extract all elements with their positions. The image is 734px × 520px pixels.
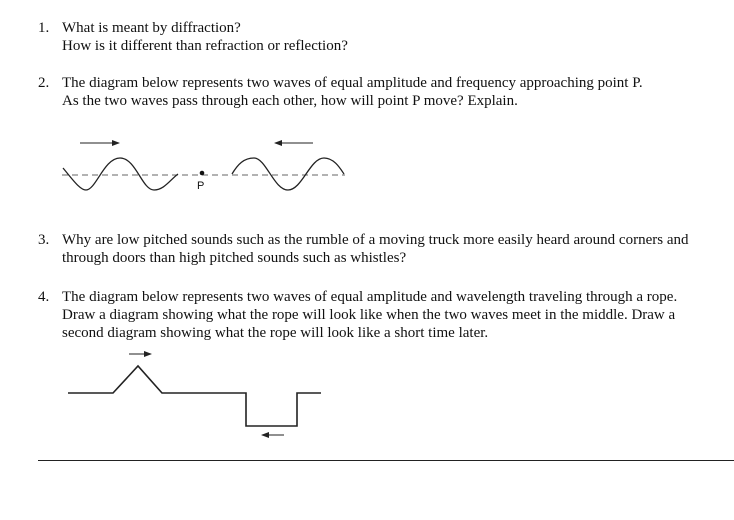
question-text-line: through doors than high pitched sounds such as whistles? [62,250,407,266]
question-text-line: The diagram below represents two waves of equal amplitude and frequency approaching point P. [62,75,643,91]
point-p-label: P [197,180,205,192]
question-text-line: The diagram below represents two waves of equal amplitude and wavelength traveling through a rope. [62,289,678,305]
right-wave [232,158,344,190]
question-text-line: Why are low pitched sounds such as the rumble of a moving truck more easily heard around corners and [62,232,689,248]
question-number: 1. [38,20,50,36]
left-wave [63,158,178,190]
question-text-line: What is meant by diffraction? [62,20,241,36]
question-text-line: Draw a diagram showing what the rope will look like when the two waves meet in the middle. Draw a [62,307,676,323]
point-p-dot [200,171,205,176]
question-text-line: second diagram showing what the rope will look like a short time later. [62,325,489,341]
question-text-line: As the two waves pass through each other, how will point P move? Explain. [62,93,518,109]
question-number: 3. [38,232,50,248]
question-number: 2. [38,75,50,91]
question-number: 4. [38,289,50,305]
rope [68,366,321,426]
question-text-line: How is it different than refraction or reflection? [62,38,348,54]
answer-line [38,460,734,461]
